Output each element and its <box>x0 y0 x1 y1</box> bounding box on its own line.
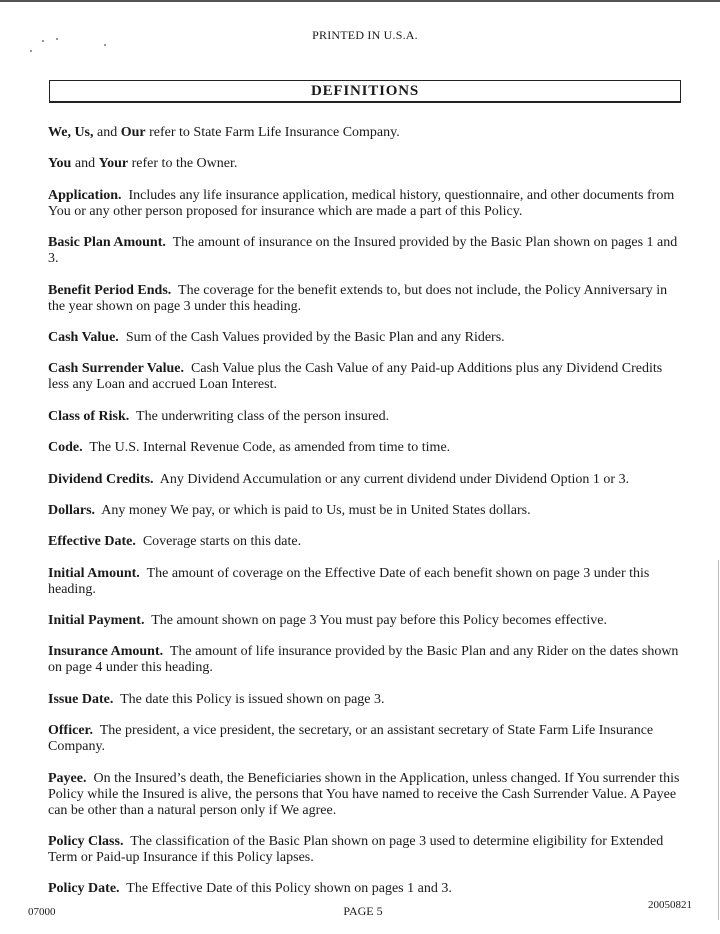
definition-text: The U.S. Internal Revenue Code, as amended from time to time. <box>89 440 451 456</box>
definition-text: and <box>71 156 99 172</box>
definition-text: The amount shown on page 3 You must pay before this Policy becomes effective. <box>151 613 608 629</box>
definition-item <box>48 534 684 550</box>
definition-item <box>48 834 684 866</box>
definition-text: On the Insured’s death, the Beneficiaries shown in the Application, unless changed. If You surrender this Policy while the Insured is alive, the persons that You have named to receive the Cash Surrender Value. A Payee can be other than a natural person only if We agree. <box>48 770 680 818</box>
definition-term: Code. <box>48 440 83 456</box>
definition-term: We, Us, <box>48 125 94 140</box>
definition-term: Policy Date. <box>48 881 120 897</box>
definition-item <box>48 472 684 488</box>
definition-term: Initial Amount. <box>48 565 140 581</box>
definition-text: Coverage starts on this date. <box>142 534 302 550</box>
printed-in-usa: PRINTED IN U.S.A. <box>312 28 418 42</box>
definition-item <box>48 409 684 425</box>
definition-term: Insurance Amount. <box>48 644 164 660</box>
definition-term: Our <box>120 125 146 140</box>
definition-item <box>48 566 684 598</box>
definition-term: Policy Class. <box>48 834 124 850</box>
definition-term: Officer. <box>48 723 93 739</box>
definitions-list <box>48 125 684 913</box>
definition-item <box>48 440 684 456</box>
definition-text: refer to State Farm Life Insurance Company. <box>145 125 400 140</box>
definition-item <box>48 361 684 393</box>
scan-speck <box>104 44 106 46</box>
definition-text: Any money We pay, or which is paid to Us, must be in United States dollars. <box>101 502 531 518</box>
definition-term: Issue Date. <box>48 691 114 707</box>
definition-item <box>48 188 684 220</box>
definition-item <box>48 881 684 897</box>
edition-code: 20050821 <box>648 899 692 911</box>
definition-text: The classification of the Basic Plan shown on page 3 used to determine eligibility for Extended Term or Paid-up Insurance if this Policy lapses. <box>48 834 664 866</box>
definition-term: Initial Payment. <box>48 613 145 629</box>
definition-text: Any Dividend Accumulation or any current dividend under Dividend Option 1 or 3. <box>159 471 630 487</box>
definition-text: Cash Value plus the Cash Value of any Paid-up Additions plus any Dividend Credits less any Loan and accrued Loan Interest. <box>48 361 663 393</box>
definition-item <box>48 613 684 629</box>
definition-item <box>48 644 684 676</box>
definition-item <box>48 723 684 755</box>
definition-item <box>48 235 684 267</box>
definition-term: You <box>48 156 72 172</box>
definition-item <box>48 125 684 141</box>
definition-text: and <box>93 125 121 140</box>
definition-text: The underwriting class of the person insured. <box>136 408 390 424</box>
definition-term: Dollars. <box>48 502 96 518</box>
definition-text: Includes any life insurance application, medical history, questionnaire, and other documents from You or any other person proposed for insurance which are made a part of this Policy. <box>48 187 675 219</box>
definition-term: Benefit Period Ends. <box>48 282 172 298</box>
section-heading: DEFINITIONS <box>49 80 681 103</box>
page-number: PAGE 5 <box>343 904 383 918</box>
top-border-line <box>0 0 720 2</box>
definition-term: Cash Value. <box>48 329 119 345</box>
definition-item <box>48 503 684 519</box>
definition-item <box>48 283 684 315</box>
definition-text: The president, a vice president, the secretary, or an assistant secretary of State Farm Life Insurance Company. <box>48 723 654 755</box>
definition-text: The date this Policy is issued shown on page 3. <box>120 691 385 707</box>
definition-term: Your <box>98 156 129 172</box>
definition-term: Application. <box>48 187 122 203</box>
definition-term: Cash Surrender Value. <box>48 361 185 377</box>
definition-item <box>48 692 684 708</box>
definition-item <box>48 156 684 172</box>
definition-item <box>48 330 684 346</box>
definition-term: Effective Date. <box>48 534 136 550</box>
definition-term: Dividend Credits. <box>48 471 154 487</box>
definition-term: Class of Risk. <box>48 408 130 424</box>
definition-text: The amount of coverage on the Effective Date of each benefit shown on page 3 under this heading. <box>48 565 650 597</box>
definition-text: Sum of the Cash Values provided by the Basic Plan and any Riders. <box>125 329 505 345</box>
definition-term: Basic Plan Amount. <box>48 235 166 251</box>
form-number: 07000 <box>28 906 56 918</box>
definition-text: The amount of insurance on the Insured provided by the Basic Plan shown on pages 1 and 3. <box>48 235 678 267</box>
definition-text: The Effective Date of this Policy shown on pages 1 and 3. <box>126 881 452 897</box>
definition-text: The amount of life insurance provided by the Basic Plan and any Rider on the dates shown on page 4 under this heading. <box>48 644 679 676</box>
definition-item <box>48 771 684 819</box>
definition-text: The coverage for the benefit extends to, but does not include, the Policy Anniversary in the year shown on page 3 under this heading. <box>48 282 668 314</box>
scan-speck <box>30 50 32 52</box>
scan-edge-line <box>718 560 719 920</box>
definition-term: Payee. <box>48 770 87 786</box>
definition-text: refer to the Owner. <box>128 156 238 172</box>
